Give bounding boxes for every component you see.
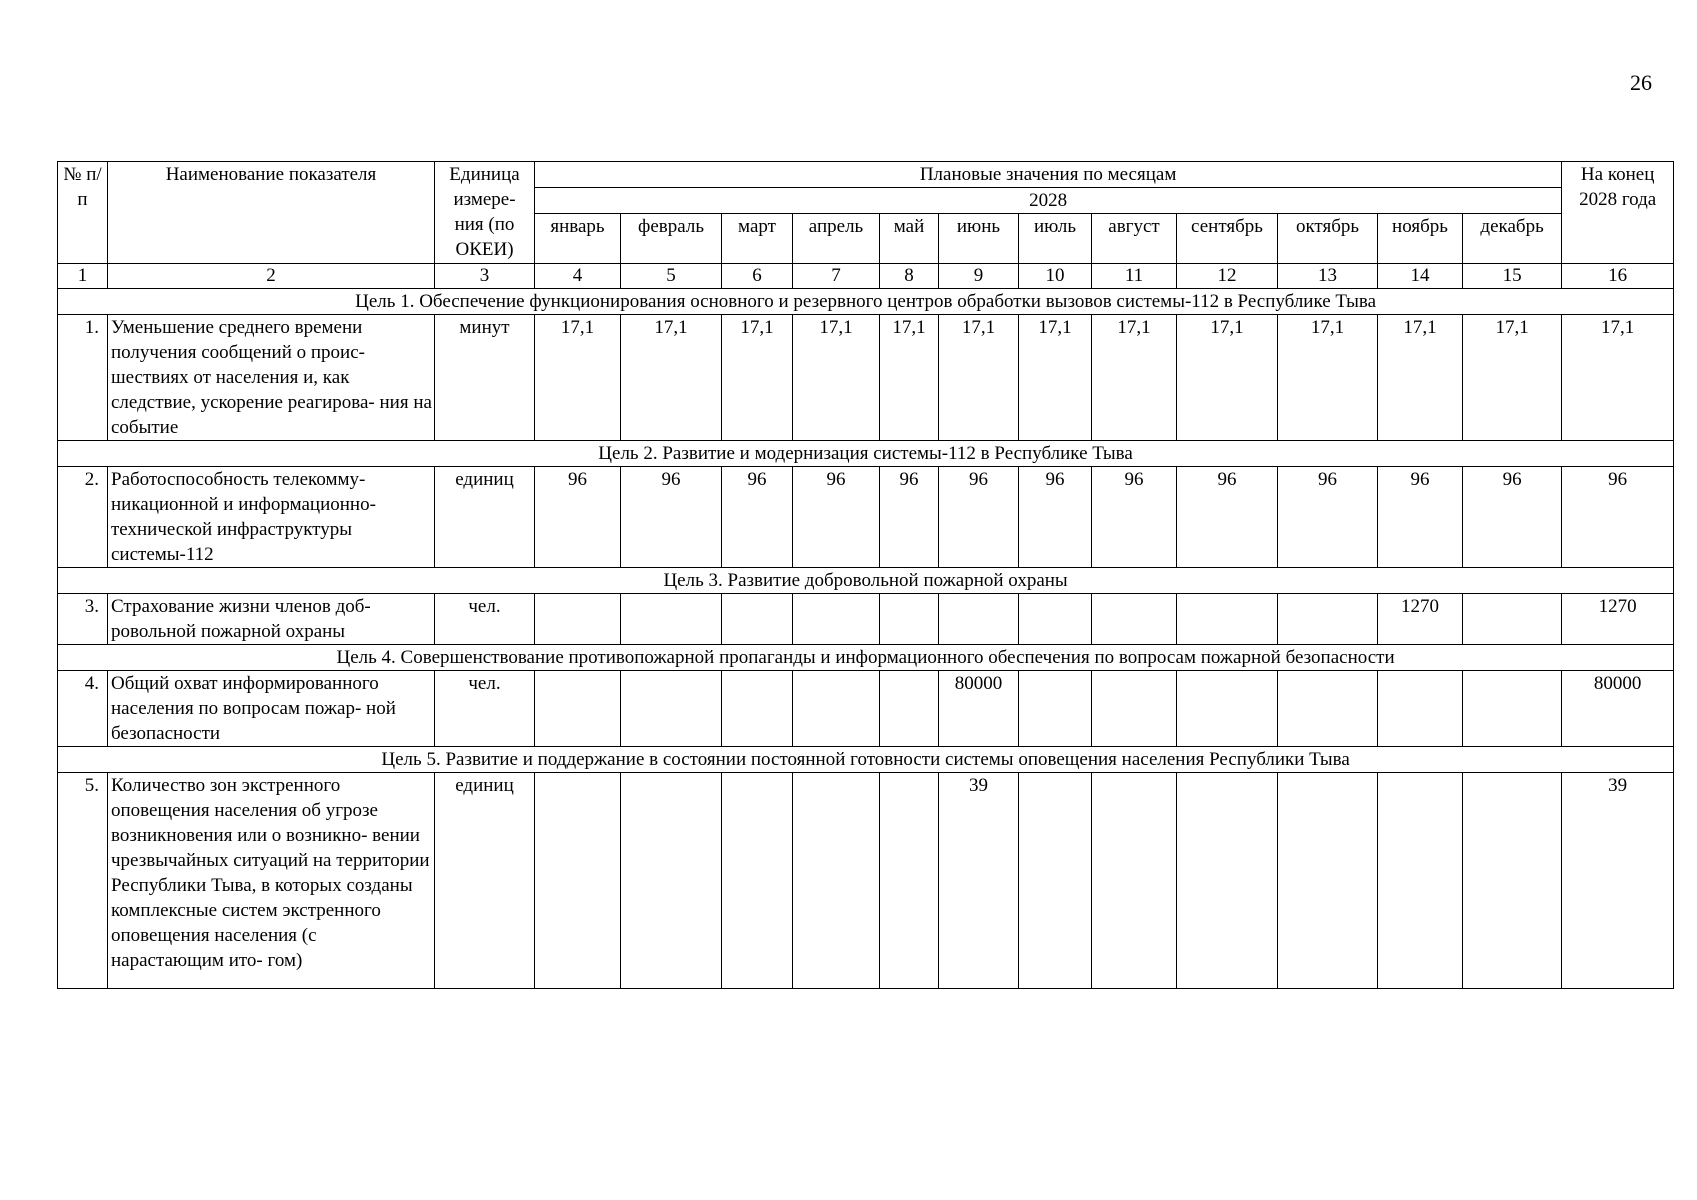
unit-cell: минут [435, 315, 535, 441]
unit-cell: единиц [435, 467, 535, 568]
goal-title: Цель 3. Развитие добровольной пожарной охраны [58, 568, 1674, 594]
column-number: 3 [435, 264, 535, 289]
month-header: апрель [793, 214, 880, 264]
month-value [1463, 671, 1562, 747]
goal-row [58, 289, 1674, 315]
month-value: 96 [793, 467, 880, 568]
header-name: Наименование показателя [108, 162, 435, 264]
month-value: 96 [535, 467, 621, 568]
column-number: 6 [722, 264, 793, 289]
indicator-name: Страхование жизни членов доб- ровольной пожарной охраны [108, 594, 435, 645]
month-header: январь [535, 214, 621, 264]
month-value: 96 [1019, 467, 1092, 568]
indicator-name: Количество зон экстренного оповещения населения об угрозе возникновения или о возникно- вении чрезвычайных ситуаций на территории Республики Тыва, в которых созданы комплексные систем экстренного оповещения населения (с нарастающим ито- гом) [108, 773, 435, 989]
row-number: 1. [58, 315, 108, 441]
month-value [1463, 594, 1562, 645]
month-value: 17,1 [939, 315, 1019, 441]
row-number: 2. [58, 467, 108, 568]
month-value [793, 671, 880, 747]
column-number: 15 [1463, 264, 1562, 289]
month-header: май [880, 214, 939, 264]
month-value [880, 773, 939, 989]
month-value [1092, 594, 1177, 645]
goal-row [58, 441, 1674, 467]
month-header: октябрь [1278, 214, 1378, 264]
month-value: 96 [1278, 467, 1378, 568]
unit-cell: единиц [435, 773, 535, 989]
month-value: 1270 [1378, 594, 1463, 645]
month-value [1019, 773, 1092, 989]
month-value: 17,1 [722, 315, 793, 441]
year-end-value: 17,1 [1562, 315, 1674, 441]
month-value: 96 [621, 467, 722, 568]
goal-title: Цель 2. Развитие и модернизация системы-112 в Республике Тыва [58, 441, 1674, 467]
page-number: 26 [1630, 70, 1652, 95]
month-value [535, 594, 621, 645]
table-row [58, 594, 1674, 645]
month-header: март [722, 214, 793, 264]
month-value [621, 773, 722, 989]
month-value [1378, 671, 1463, 747]
goal-title: Цель 4. Совершенствование противопожарной пропаганды и информационного обеспечения по вопросам пожарной безопасности [58, 645, 1674, 671]
month-value: 17,1 [1019, 315, 1092, 441]
column-number: 14 [1378, 264, 1463, 289]
month-value: 17,1 [1378, 315, 1463, 441]
month-header: декабрь [1463, 214, 1562, 264]
column-number: 16 [1562, 264, 1674, 289]
month-value [722, 671, 793, 747]
column-numbers-row [58, 264, 1674, 289]
header-end: На конец 2028 года [1562, 162, 1674, 264]
month-value [1278, 671, 1378, 747]
column-number: 2 [108, 264, 435, 289]
month-value [880, 671, 939, 747]
table-row [58, 671, 1674, 747]
plan-values-table [57, 161, 1674, 989]
month-value [1019, 671, 1092, 747]
month-value: 80000 [939, 671, 1019, 747]
month-value: 17,1 [535, 315, 621, 441]
table-row [58, 315, 1674, 441]
month-header: ноябрь [1378, 214, 1463, 264]
month-value [880, 594, 939, 645]
month-value [1019, 594, 1092, 645]
column-number: 5 [621, 264, 722, 289]
column-number: 1 [58, 264, 108, 289]
month-value: 96 [1463, 467, 1562, 568]
header-num: № п/п [58, 162, 108, 264]
column-number: 4 [535, 264, 621, 289]
column-number: 13 [1278, 264, 1378, 289]
indicator-name: Работоспособность телекомму- никационной и информационно- технической инфраструктуры системы-112 [108, 467, 435, 568]
month-value [793, 594, 880, 645]
month-value: 96 [1092, 467, 1177, 568]
year-end-value: 39 [1562, 773, 1674, 989]
month-value [1463, 773, 1562, 989]
goal-title: Цель 5. Развитие и поддержание в состоянии постоянной готовности системы оповещения населения Республики Тыва [58, 747, 1674, 773]
month-value: 17,1 [621, 315, 722, 441]
month-value: 96 [939, 467, 1019, 568]
column-number: 12 [1177, 264, 1278, 289]
month-value [1177, 594, 1278, 645]
unit-cell: чел. [435, 671, 535, 747]
month-header: февраль [621, 214, 722, 264]
month-header: август [1092, 214, 1177, 264]
month-value: 17,1 [1278, 315, 1378, 441]
header-year: 2028 [535, 188, 1562, 214]
month-value: 96 [880, 467, 939, 568]
month-value: 17,1 [1092, 315, 1177, 441]
month-value [535, 773, 621, 989]
table-row [58, 773, 1674, 989]
month-value [535, 671, 621, 747]
month-value: 96 [1378, 467, 1463, 568]
column-number: 11 [1092, 264, 1177, 289]
month-value [1278, 773, 1378, 989]
indicator-name: Общий охват информированного населения по вопросам пожар- ной безопасности [108, 671, 435, 747]
row-number: 3. [58, 594, 108, 645]
month-header: июнь [939, 214, 1019, 264]
month-value [722, 594, 793, 645]
month-value [1177, 773, 1278, 989]
month-header: сентябрь [1177, 214, 1278, 264]
month-value: 39 [939, 773, 1019, 989]
row-number: 4. [58, 671, 108, 747]
month-header: июль [1019, 214, 1092, 264]
month-value: 17,1 [880, 315, 939, 441]
month-value [621, 671, 722, 747]
goal-row [58, 645, 1674, 671]
header-row [58, 162, 1674, 188]
unit-cell: чел. [435, 594, 535, 645]
month-value: 17,1 [1463, 315, 1562, 441]
month-value: 96 [1177, 467, 1278, 568]
goal-row [58, 568, 1674, 594]
header-unit: Единица измере- ния (по ОКЕИ) [435, 162, 535, 264]
month-value [1278, 594, 1378, 645]
month-value: 17,1 [1177, 315, 1278, 441]
month-value [939, 594, 1019, 645]
year-end-value: 1270 [1562, 594, 1674, 645]
year-end-value: 80000 [1562, 671, 1674, 747]
header-plan: Плановые значения по месяцам [535, 162, 1562, 188]
month-value [1378, 773, 1463, 989]
month-value [793, 773, 880, 989]
year-end-value: 96 [1562, 467, 1674, 568]
column-number: 10 [1019, 264, 1092, 289]
month-value [621, 594, 722, 645]
month-value: 96 [722, 467, 793, 568]
column-number: 8 [880, 264, 939, 289]
row-number: 5. [58, 773, 108, 989]
indicator-name: Уменьшение среднего времени получения сообщений о проис- шествиях от населения и, как следствие, ускорение реагирова- ния на событие [108, 315, 435, 441]
column-number: 9 [939, 264, 1019, 289]
goal-title: Цель 1. Обеспечение функционирования основного и резервного центров обработки вызовов системы-112 в Республике Тыва [58, 289, 1674, 315]
month-value [1092, 671, 1177, 747]
column-number: 7 [793, 264, 880, 289]
month-value [722, 773, 793, 989]
month-value [1177, 671, 1278, 747]
month-value: 17,1 [793, 315, 880, 441]
goal-row [58, 747, 1674, 773]
month-value [1092, 773, 1177, 989]
table-row [58, 467, 1674, 568]
